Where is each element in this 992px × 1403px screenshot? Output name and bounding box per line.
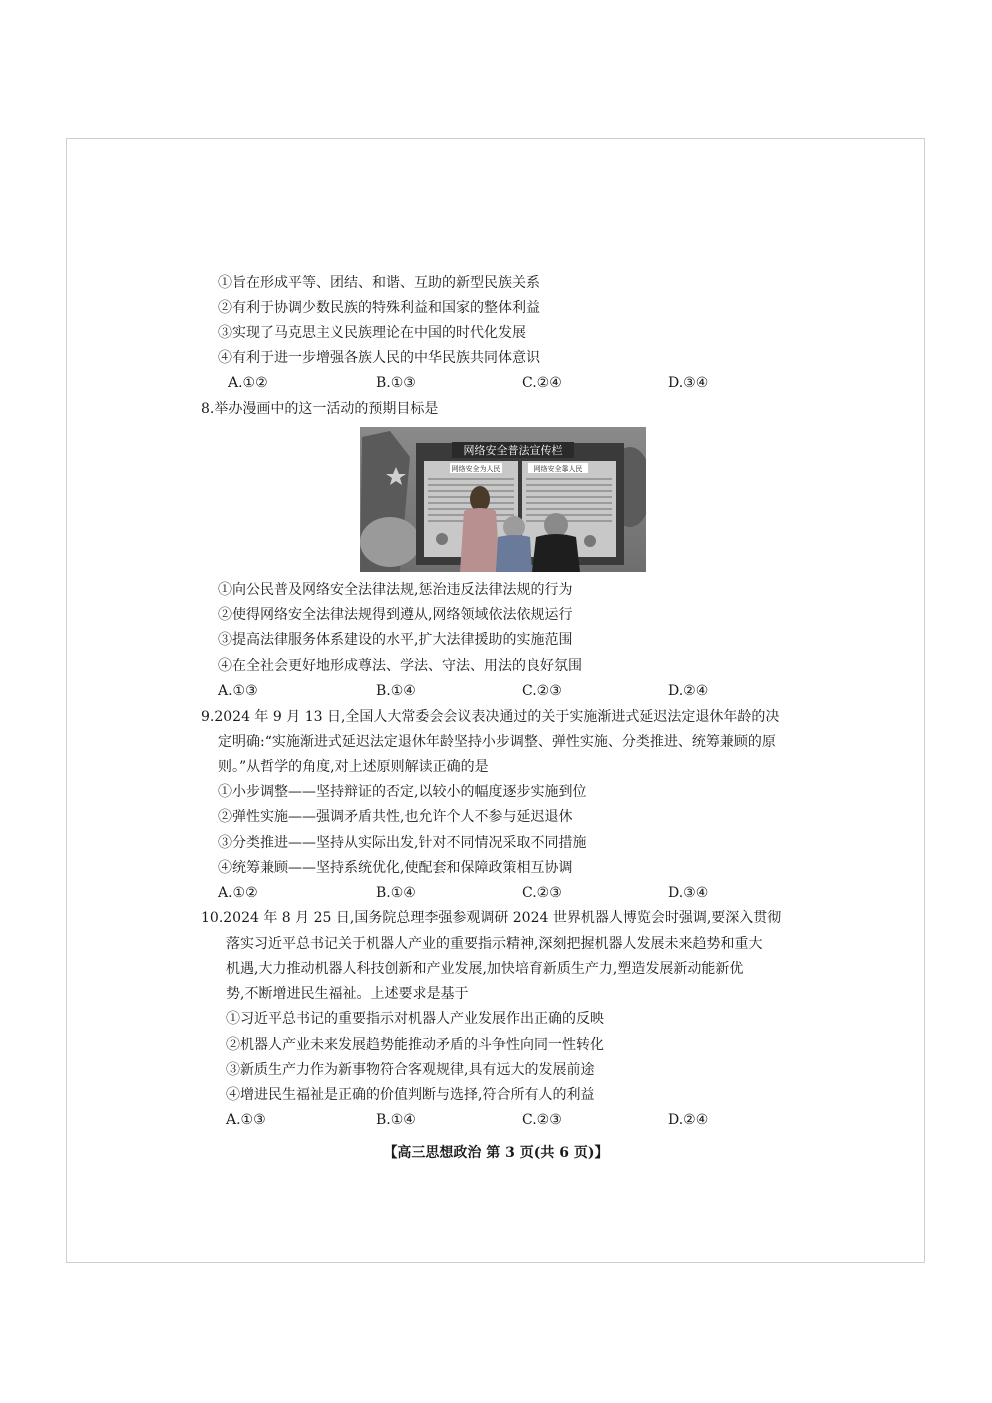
- q7-choice-b[interactable]: B.①③: [376, 375, 416, 391]
- child-body: [496, 535, 532, 572]
- q10-stem-line-4: 势,不断增进民生福祉。上述要求是基于: [226, 986, 469, 1002]
- q7-option-1: ①旨在形成平等、团结、和谐、互助的新型民族关系: [218, 275, 540, 291]
- q9-option-4: ④统筹兼顾——坚持系统优化,使配套和保障政策相互协调: [218, 860, 573, 876]
- q10-choice-b[interactable]: B.①④: [376, 1112, 416, 1128]
- q8-choice-d[interactable]: D.②④: [668, 683, 709, 699]
- q8-choice-a[interactable]: A.①③: [218, 683, 258, 699]
- panel-icon-1: [436, 533, 448, 545]
- q8-option-1: ①向公民普及网络安全法律法规,惩治违反法律法规的行为: [218, 582, 573, 598]
- q8-option-2: ②使得网络安全法律法规得到遵从,网络领域依法依规运行: [218, 607, 573, 623]
- q9-option-3: ③分类推进——坚持从实际出发,针对不同情况采取不同措施: [218, 835, 587, 851]
- q10-choice-a[interactable]: A.①③: [226, 1112, 266, 1128]
- q9-stem-line-2: 定明确:“实施渐进式延迟法定退休年龄坚持小步调整、弹性实施、分类推进、统筹兼顾的原: [218, 734, 776, 750]
- right-panel-header: 网络安全靠人民: [533, 465, 583, 473]
- q7-choice-a[interactable]: A.①②: [228, 375, 268, 391]
- q10-stem-line-3: 机遇,大力推动机器人科技创新和产业发展,加快培育新质生产力,塑造发展新动能新优: [226, 961, 744, 977]
- q9-choice-d[interactable]: D.③④: [668, 885, 709, 901]
- q10-stem-line-2: 落实习近平总书记关于机器人产业的重要指示精神,深刻把握机器人发展未来趋势和重大: [226, 936, 763, 952]
- panel-icon-2: [584, 535, 596, 547]
- q9-stem-line-1: 9.2024 年 9 月 13 日,全国人大常委会会议表决通过的关于实施渐进式延迟法定退休年龄的决: [201, 709, 780, 725]
- q10-option-1: ①习近平总书记的重要指示对机器人产业发展作出正确的反映: [226, 1011, 604, 1027]
- q9-choice-a[interactable]: A.①②: [218, 885, 258, 901]
- q7-option-3: ③实现了马克思主义民族理论在中国的时代化发展: [218, 325, 526, 341]
- q7-option-2: ②有利于协调少数民族的特殊利益和国家的整体利益: [218, 300, 540, 316]
- comic-image: [360, 427, 646, 572]
- left-panel-header: 网络安全为人民: [451, 465, 501, 473]
- q8-choice-b[interactable]: B.①④: [376, 683, 416, 699]
- q8-option-3: ③提高法律服务体系建设的水平,扩大法律援助的实施范围: [218, 632, 573, 648]
- page-footer: 【高三思想政治 第 3 页(共 6 页)】: [383, 1145, 609, 1161]
- q10-option-4: ④增进民生福祉是正确的价值判断与选择,符合所有人的利益: [226, 1087, 595, 1103]
- q8-choice-c[interactable]: C.②③: [522, 683, 562, 699]
- elder-head: [544, 513, 568, 537]
- q9-stem-line-3: 则。”从哲学的角度,对上述原则解读正确的是: [218, 759, 489, 775]
- q9-option-2: ②弹性实施——强调矛盾共性,也允许个人不参与延迟退休: [218, 809, 573, 825]
- q10-choice-d[interactable]: D.②④: [668, 1112, 709, 1128]
- q10-choice-c[interactable]: C.②③: [522, 1112, 562, 1128]
- q9-choice-c[interactable]: C.②③: [522, 885, 562, 901]
- q7-choice-d[interactable]: D.③④: [668, 375, 709, 391]
- q10-stem-line-1: 10.2024 年 8 月 25 日,国务院总理李强参观调研 2024 世界机器人博览会时强调,要深入贯彻: [201, 910, 782, 926]
- shrub-left: [360, 517, 420, 567]
- elder-body: [532, 534, 580, 572]
- q8-stem: 8.举办漫画中的这一活动的预期目标是: [201, 401, 439, 417]
- child-head: [503, 516, 525, 538]
- woman-body: [460, 508, 500, 572]
- q9-choice-b[interactable]: B.①④: [376, 885, 416, 901]
- q9-option-1: ①小步调整——坚持辩证的否定,以较小的幅度逐步实施到位: [218, 784, 587, 800]
- q7-option-4: ④有利于进一步增强各族人民的中华民族共同体意识: [218, 350, 540, 366]
- board-title: 网络安全普法宣传栏: [463, 444, 563, 457]
- q8-option-4: ④在全社会更好地形成尊法、学法、守法、用法的良好氛围: [218, 658, 582, 674]
- q10-option-3: ③新质生产力作为新事物符合客观规律,具有远大的发展前途: [226, 1062, 595, 1078]
- q7-choice-c[interactable]: C.②④: [522, 375, 562, 391]
- q10-option-2: ②机器人产业未来发展趋势能推动矛盾的斗争性向同一性转化: [226, 1037, 604, 1053]
